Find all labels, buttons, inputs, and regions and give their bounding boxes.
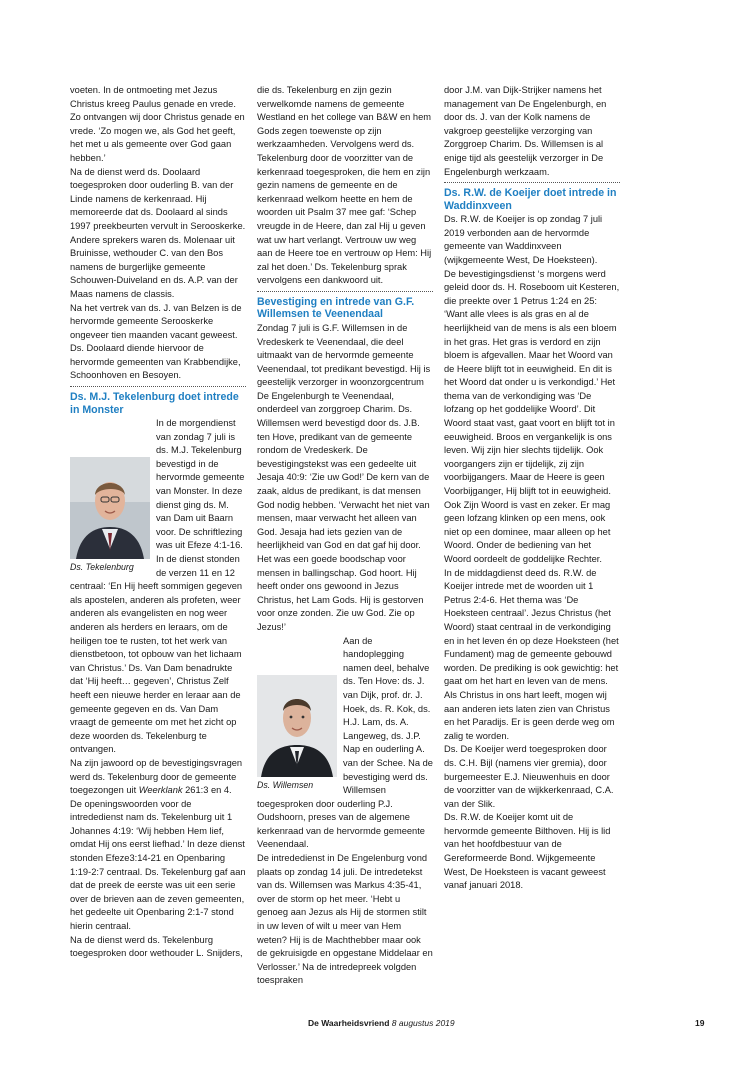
- column-2: [257, 84, 433, 988]
- page-number: 19: [695, 1018, 705, 1028]
- article-heading-tekelenburg: Ds. M.J. Tekelenburg doet intrede in Monster: [70, 391, 239, 416]
- paragraph: Andere sprekers waren ds. Molenaar uit Bruinisse, wethouder C. van den Bos namens de burgerlijke gemeente Schouwen-Duiveland en ds. A.P. van der Maas namens de classis.: [70, 234, 238, 299]
- dotted-divider: [70, 386, 246, 387]
- paragraph: Ds. R.W. de Koeijer is op zondag 7 juli 2019 verbonden aan de hervormde gemeente van Waddinxveen (wijkgemeente West, De Hoeksteen).: [444, 214, 603, 265]
- paragraph: De intrededienst in De Engelenburg vond plaats op zondag 14 juli. De intredetekst van ds. Willemsen was Markus 4:35-41, over de storm op het meer. ‘Hebt u genoeg aan Jezus als Hij de stormen stilt in uw leven of wilt u meer van Hem weten? Hij is de Machthebber maar ook de gekruisigde en opgestane Middelaar en Verlosser.’ Na de intredepreek volgden toespraken: [257, 853, 433, 986]
- paragraph: De openingswoorden voor de intrededienst nam ds. Tekelenburg uit 1 Johannes 4:19: ‘Wij hebben Hem lief, omdat Hij ons eerst liefhad.’ In deze dienst stonden Efeze3:14-21 en Openbaring 1:19-2:7 centraal. Ds. Tekelenburg gaf aan dat de preek de eerste was uit een serie over de brieven aan de zeven gemeenten, het gedeelte uit Openbaring 2:1-7 stond hierin centraal.: [70, 798, 246, 932]
- portrait-illustration: [257, 675, 337, 777]
- issue-date: 8 augustus 2019: [391, 1018, 455, 1028]
- paragraph: die ds. Tekelenburg en zijn gezin verwelkomde namens de gemeente Westland en het college van B&W en hem Gods zegen toewenste op zijn werkzaamheden. Vervolgens werd ds. Tekelenburg door de voorzitter van de kerkenraad toegesproken, die hem en zijn gezin namens de gemeente en de kerkenraad welkom heette en hem de woorden uit Psalm 37 mee gaf: ‘Schep vreugde in de Heere, dan zal Hij u geven wat uw hart verlangt. Vertrouw uw weg aan de Heere toe en vertrouw op Hem: Hij zal het doen.’ Ds. Tekelenburg sprak vervolgens een dankwoord uit.: [257, 85, 432, 286]
- paragraph: Na de dienst werd ds. Tekelenburg toegesproken door wethouder L. Snijders,: [70, 934, 243, 959]
- portrait-photo-tekelenburg: [70, 457, 150, 559]
- paragraph-text: 261:3 en 4.: [182, 785, 232, 796]
- portrait-illustration: [70, 457, 150, 559]
- paragraph: Ds. De Koeijer werd toegesproken door ds. C.H. Bijl (namens vier gremia), door burgemeester E.J. Nieuwenhuis en door de voorzitter van de wijkkerkenraad, C.A. van der Slik.: [444, 744, 614, 809]
- article-heading-de-koeijer: Ds. R.W. de Koeijer doet intrede in Waddinxveen: [444, 187, 617, 212]
- paragraph: door J.M. van Dijk-Strijker namens het management van De Engelenburgh, en door ds. J. van der Kolk namens de vakgroep geestelijke verzorging van Zorggroep Charim. Ds. Willemsen is al enige tijd als geestelijk verzorger in De Engelenburgh werkzaam.: [444, 85, 607, 177]
- paragraph: voeten. In de ontmoeting met Jezus Christus kreeg Paulus genade en vrede. Zo ontvangen wij door Christus genade en vrede. ‘Zo mogen we, als God het geeft, het met u als gemeente over God gaan hebben.’: [70, 85, 245, 163]
- paragraph-text: Na zijn jawoord op de bevestigingsvragen werd ds. Tekelenburg door de gemeente toegezongen uit: [70, 757, 243, 796]
- paragraph: In de middagdienst deed ds. R.W. de Koeijer intrede met de woorden uit 1 Petrus 2:4-6. Het thema was ‘De Hoeksteen centraal’. Jezus Christus (het Woord) staat centraal in de verkondiging en in het leven én op deze Hoeksteen (het Fundament) mag de gemeente gebouwd worden. De prediking is ook gewichtig: het gaat om het hart en leven van de mens. Als Christus in ons hart leeft, mogen wij aan anderen iets laten zien van Christus en het Paradijs. Er is geen derde weg om zalig te worden.: [444, 567, 619, 741]
- paragraph-with-photo: [70, 417, 246, 757]
- article-heading-willemsen: Bevestiging en intrede van G.F. Willemsen te Veenendaal: [257, 295, 415, 321]
- paragraph: De bevestigingsdienst ‘s morgens werd geleid door ds. H. Roseboom uit Kesteren, die preekte over 1 Petrus 1:24 en 25: ‘Want alle vlees is als gras en al de heerlijkheid van de mens is als een bloem in het gras. Het gras is verdord en zijn bloem is afgevallen. Maar het Woord van de Heere blijft tot in eeuwigheid. En dit is het Woord dat onder u is verkondigd.’ Het thema van de verkondiging was ‘De lofzang op het goddelijke Woord’. Dit Woord staat vast, gaat voort en blijft tot in eeuwigheid. Broos en vergankelijk is ons leven. Wij zijn hier slechts tijdelijk. Ook voorgangers zijn er tijdelijk, zij zijn voorbijgangers. Maar de Heere is geen Voorbijganger, Hij blijft tot in eeuwigheid. Ook Zijn Woord is vast en zeker. Er mag geen lofzang klinken op een mens, ook niet op een dominee, maar alleen op het Woord. Onder de bediening van het Woord oordeelt de goddelijke Rechter.: [444, 268, 620, 564]
- photo-caption: Ds. Tekelenburg: [70, 562, 134, 573]
- photo-caption: Ds. Willemsen: [257, 779, 314, 790]
- paragraph-text: In de morgendienst van zondag 7 juli is ds. M.J. Tekelenburg bevestigd in de hervormde gemeente van Monster. In deze dienst ging ds. M. van Dam uit Baarn voor. De schriftlezing was uit Efeze 4:1-16. In de dienst stonden de verzen 11 en 12 centraal: ‘En Hij heeft sommigen gegeven als apostelen, anderen als profeten, weer anderen als evangelisten en nog weer anderen als herders en leraars, om de heiligen toe te rusten, tot het werk van dienstbetoon, tot opbouw van het lichaam van Christus.’ Ds. Van Dam benadrukte dat ‘Hij heeft… gegeven’, Christus Zelf heeft een nieuwe herder en leraar aan de gemeente gegeven en ds. Van Dam vraagt de gemeente om met het zicht op deze woorden ds. Tekelenburg te ontvangen.: [70, 418, 245, 755]
- column-1: [70, 84, 246, 961]
- paragraph: Ds. R.W. de Koeijer komt uit de hervormde gemeente Bilthoven. Hij is lid van het hoofdbestuur van de Gereformeerde Bond. Wijkgemeente West, De Hoeksteen is vacant geweest vanaf januari 2018.: [444, 812, 611, 891]
- paragraph: Na de dienst werd ds. Doolaard toegesproken door ouderling B. van der Linde namens de kerkenraad. Hij memoreerde dat ds. Doolaard al sinds 1997 preekbeurten vervult in Serooskerke.: [70, 166, 246, 231]
- magazine-name: De Waarheidsvriend: [308, 1018, 390, 1028]
- paragraph: Na het vertrek van ds. J. van Belzen is de hervormde gemeente Serooskerke ongeveer tien maanden vacant geweest. Ds. Doolaard diende hiervoor de hervormde gemeenten van Krabbendijke, Schoonhoven en Besoyen.: [70, 302, 242, 381]
- dotted-divider: [257, 291, 433, 292]
- dotted-divider: [444, 182, 620, 183]
- column-3: [444, 84, 620, 893]
- photo-block-willemsen: [257, 673, 337, 792]
- portrait-photo-willemsen: [257, 675, 337, 777]
- paragraph: Zondag 7 juli is G.F. Willemsen in de Vredeskerk te Veenendaal, die deel uitmaakt van de hervormde gemeente Veenendaal, tot predikant bevestigd. Hij is geestelijk verzorger in woonzorgcentrum De Engelenburgh te Veenendaal, onderdeel van zorggroep Charim. Ds. Willemsen werd bevestigd door ds. J.B. ten Hove, predikant van de gemeente rondom de Vredeskerk. De bevestigingstekst was een gedeelte uit Jesaja 40:9: ‘Zie uw God!’ De kern van de zaak, aldus de predikant, is dat mensen God nodig hebben. ‘Verwacht het niet van mensen, maar verwacht het alleen van God. Jesaja had iets gezien van de heerlijkheid van God en dat gaf hij door. Het was een goede boodschap voor mensen in ballingschap. God hoort. Hij heeft onder ons gewoond in Jezus Christus, het Lam Gods. Hij is gestorven voor onze zonden. Zie uw God. Zie op Jezus!’: [257, 322, 431, 632]
- photo-block-tekelenburg: [70, 455, 150, 574]
- footer-publication: [308, 1018, 455, 1029]
- paragraph-text: Aan de handoplegging namen deel, behalve ds. Ten Hove: ds. J. van Dijk, prof. dr. J. Hoek, ds. R. Kok, ds. H.J. Lam, ds. A. Langeweg, ds. J.P. Nap en ouderling A. van der Schee. Na de bevestiging werd ds. Willemsen toegesproken door ouderling P.J. Oudshoorn, preses van de algemene kerkenraad van de hervormde gemeente Veenendaal.: [257, 635, 433, 850]
- hymnal-title: Weerklank: [138, 785, 183, 796]
- paragraph: [70, 757, 246, 798]
- paragraph-with-photo: [257, 635, 433, 853]
